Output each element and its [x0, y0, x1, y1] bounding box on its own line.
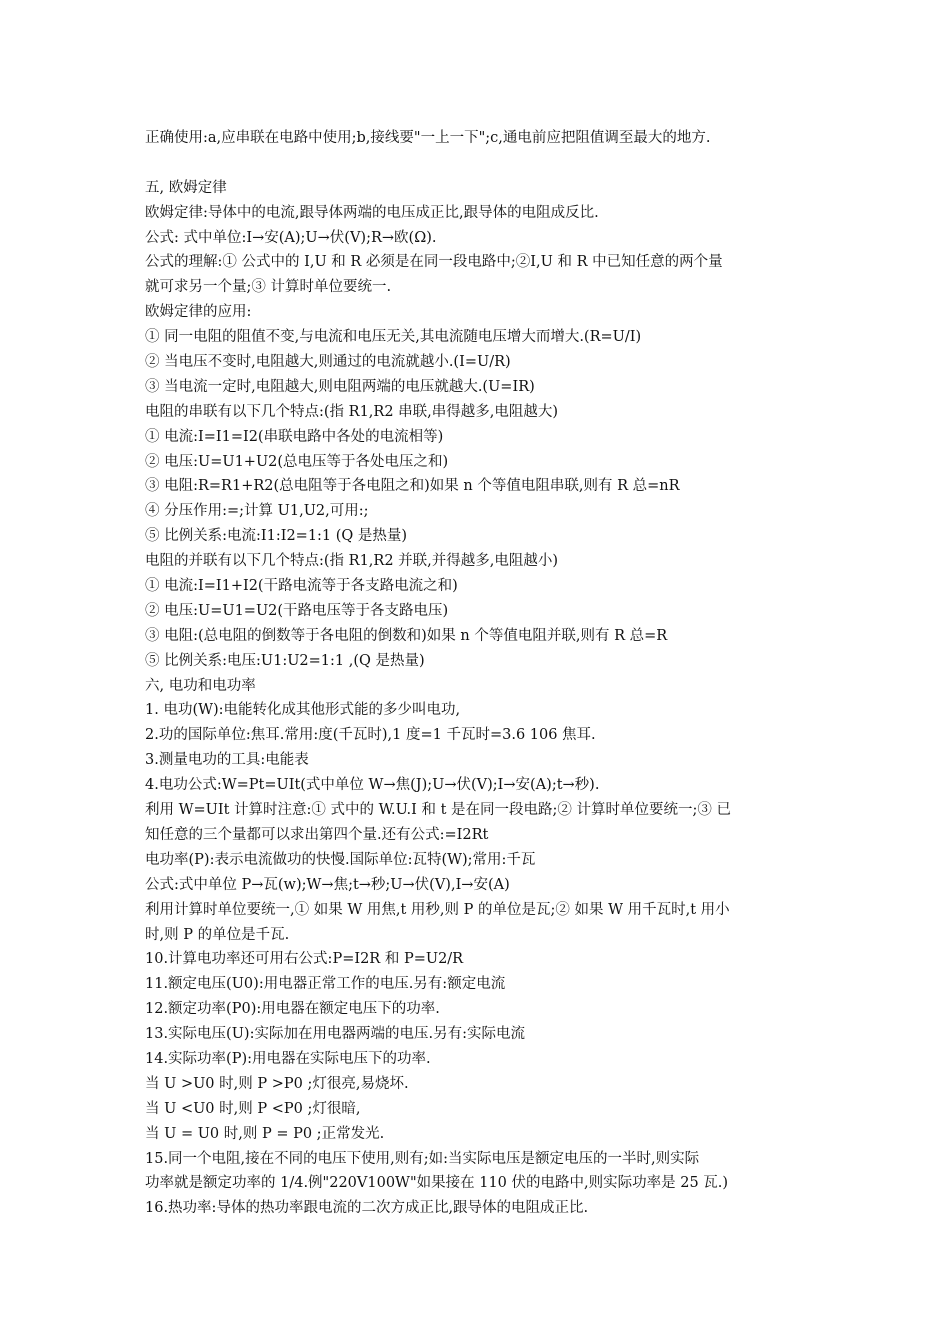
text-line: 3.测量电功的工具:电能表: [145, 752, 309, 769]
text-line: 公式: 式中单位:I→安(A);U→伏(V);R→欧(Ω).: [145, 229, 437, 246]
document-body: [145, 126, 825, 1221]
text-line: ② 当电压不变时,电阻越大,则通过的电流就越小.(I=U/R): [145, 354, 511, 371]
text-line: 13.实际电压(U):实际加在用电器两端的电压.另有:实际电流: [145, 1026, 525, 1043]
text-line: ③ 电阻:R=R1+R2(总电阻等于各电阻之和)如果 n 个等值电阻串联,则有 R 总=nR: [145, 478, 680, 495]
text-line: 公式的理解:① 公式中的 I,U 和 R 必须是在同一段电路中;②I,U 和 R 中已知任意的两个量: [145, 254, 723, 271]
text-line: 当 U = U0 时,则 P = P0 ;正常发光.: [145, 1125, 385, 1142]
text-line: 10.计算电功率还可用右公式:P=I2R 和 P=U2/R: [145, 951, 464, 968]
text-line: 2.功的国际单位:焦耳.常用:度(千瓦时),1 度=1 千瓦时=3.6 106 焦耳.: [145, 727, 596, 744]
text-line: ③ 当电流一定时,电阻越大,则电阻两端的电压就越大.(U=IR): [145, 378, 535, 395]
text-line: 利用计算时单位要统一,① 如果 W 用焦,t 用秒,则 P 的单位是瓦;② 如果 W 用千瓦时,t 用小: [145, 901, 730, 918]
text-line: 正确使用:a,应串联在电路中使用;b,接线要"一上一下";c,通电前应把阻值调至最大的地方.: [145, 130, 711, 146]
text-line: ⑤ 比例关系:电流:I1:I2=1:1 (Q 是热量): [145, 528, 408, 545]
text-line: 当 U >U0 时,则 P >P0 ;灯很亮,易烧坏.: [145, 1075, 409, 1092]
text-line: 欧姆定律的应用:: [145, 304, 252, 321]
text-line: 11.额定电压(U0):用电器正常工作的电压.另有:额定电流: [145, 976, 506, 993]
text-line: 欧姆定律:导体中的电流,跟导体两端的电压成正比,跟导体的电阻成反比.: [145, 204, 599, 221]
section-heading: 六, 电功和电功率: [145, 677, 256, 694]
text-line: 公式:式中单位 P→瓦(w);W→焦;t→秒;U→伏(V),I→安(A): [145, 876, 510, 893]
text-line: ② 电压:U=U1+U2(总电压等于各处电压之和): [145, 453, 449, 470]
text-line: ① 电流:I=I1+I2(干路电流等于各支路电流之和): [145, 578, 458, 595]
text-line: 15.同一个电阻,接在不同的电压下使用,则有;如:当实际电压是额定电压的一半时,则实际: [145, 1150, 700, 1167]
text-line: 4.电功公式:W=Pt=UIt(式中单位 W→焦(J);U→伏(V);I→安(A);t→秒).: [145, 777, 600, 794]
text-line: 时,则 P 的单位是千瓦.: [145, 926, 290, 943]
text-line: 知任意的三个量都可以求出第四个量.还有公式:=I2Rt: [145, 826, 489, 843]
text-line: ① 电流:I=I1=I2(串联电路中各处的电流相等): [145, 428, 444, 445]
text-line: ③ 电阻:(总电阻的倒数等于各电阻的倒数和)如果 n 个等值电阻并联,则有 R 总=R: [145, 627, 668, 644]
text-line: ④ 分压作用:=;计算 U1,U2,可用:;: [145, 503, 369, 520]
text-line: 14.实际功率(P):用电器在实际电压下的功率.: [145, 1050, 431, 1067]
text-line: 利用 W=UIt 计算时注意:① 式中的 W.U.I 和 t 是在同一段电路;② 计算时单位要统一;③ 已: [145, 802, 731, 819]
text-line: 12.额定功率(P0):用电器在额定电压下的功率.: [145, 1001, 440, 1018]
blank-line: [145, 151, 825, 176]
text-line: 1. 电功(W):电能转化成其他形式能的多少叫电功,: [145, 702, 461, 719]
text-line: ① 同一电阻的阻值不变,与电流和电压无关,其电流随电压增大而增大.(R=U/I): [145, 329, 642, 346]
section-heading: 五, 欧姆定律: [145, 179, 227, 196]
text-line: 当 U <U0 时,则 P <P0 ;灯很暗,: [145, 1100, 361, 1117]
text-line: ⑤ 比例关系:电压:U1:U2=1:1 ,(Q 是热量): [145, 652, 425, 669]
text-line: 16.热功率:导体的热功率跟电流的二次方成正比,跟导体的电阻成正比.: [145, 1200, 589, 1217]
text-line: 功率就是额定功率的 1/4.例"220V100W"如果接在 110 伏的电路中,则实际功率是 25 瓦.): [145, 1175, 729, 1192]
text-line: 电阻的并联有以下几个特点:(指 R1,R2 并联,并得越多,电阻越小): [145, 553, 559, 570]
text-line: 电阻的串联有以下几个特点:(指 R1,R2 串联,串得越多,电阻越大): [145, 403, 559, 420]
text-line: 就可求另一个量;③ 计算时单位要统一.: [145, 279, 392, 296]
text-line: ② 电压:U=U1=U2(干路电压等于各支路电压): [145, 602, 449, 619]
text-line: 电功率(P):表示电流做功的快慢.国际单位:瓦特(W);常用:千瓦: [145, 851, 536, 868]
